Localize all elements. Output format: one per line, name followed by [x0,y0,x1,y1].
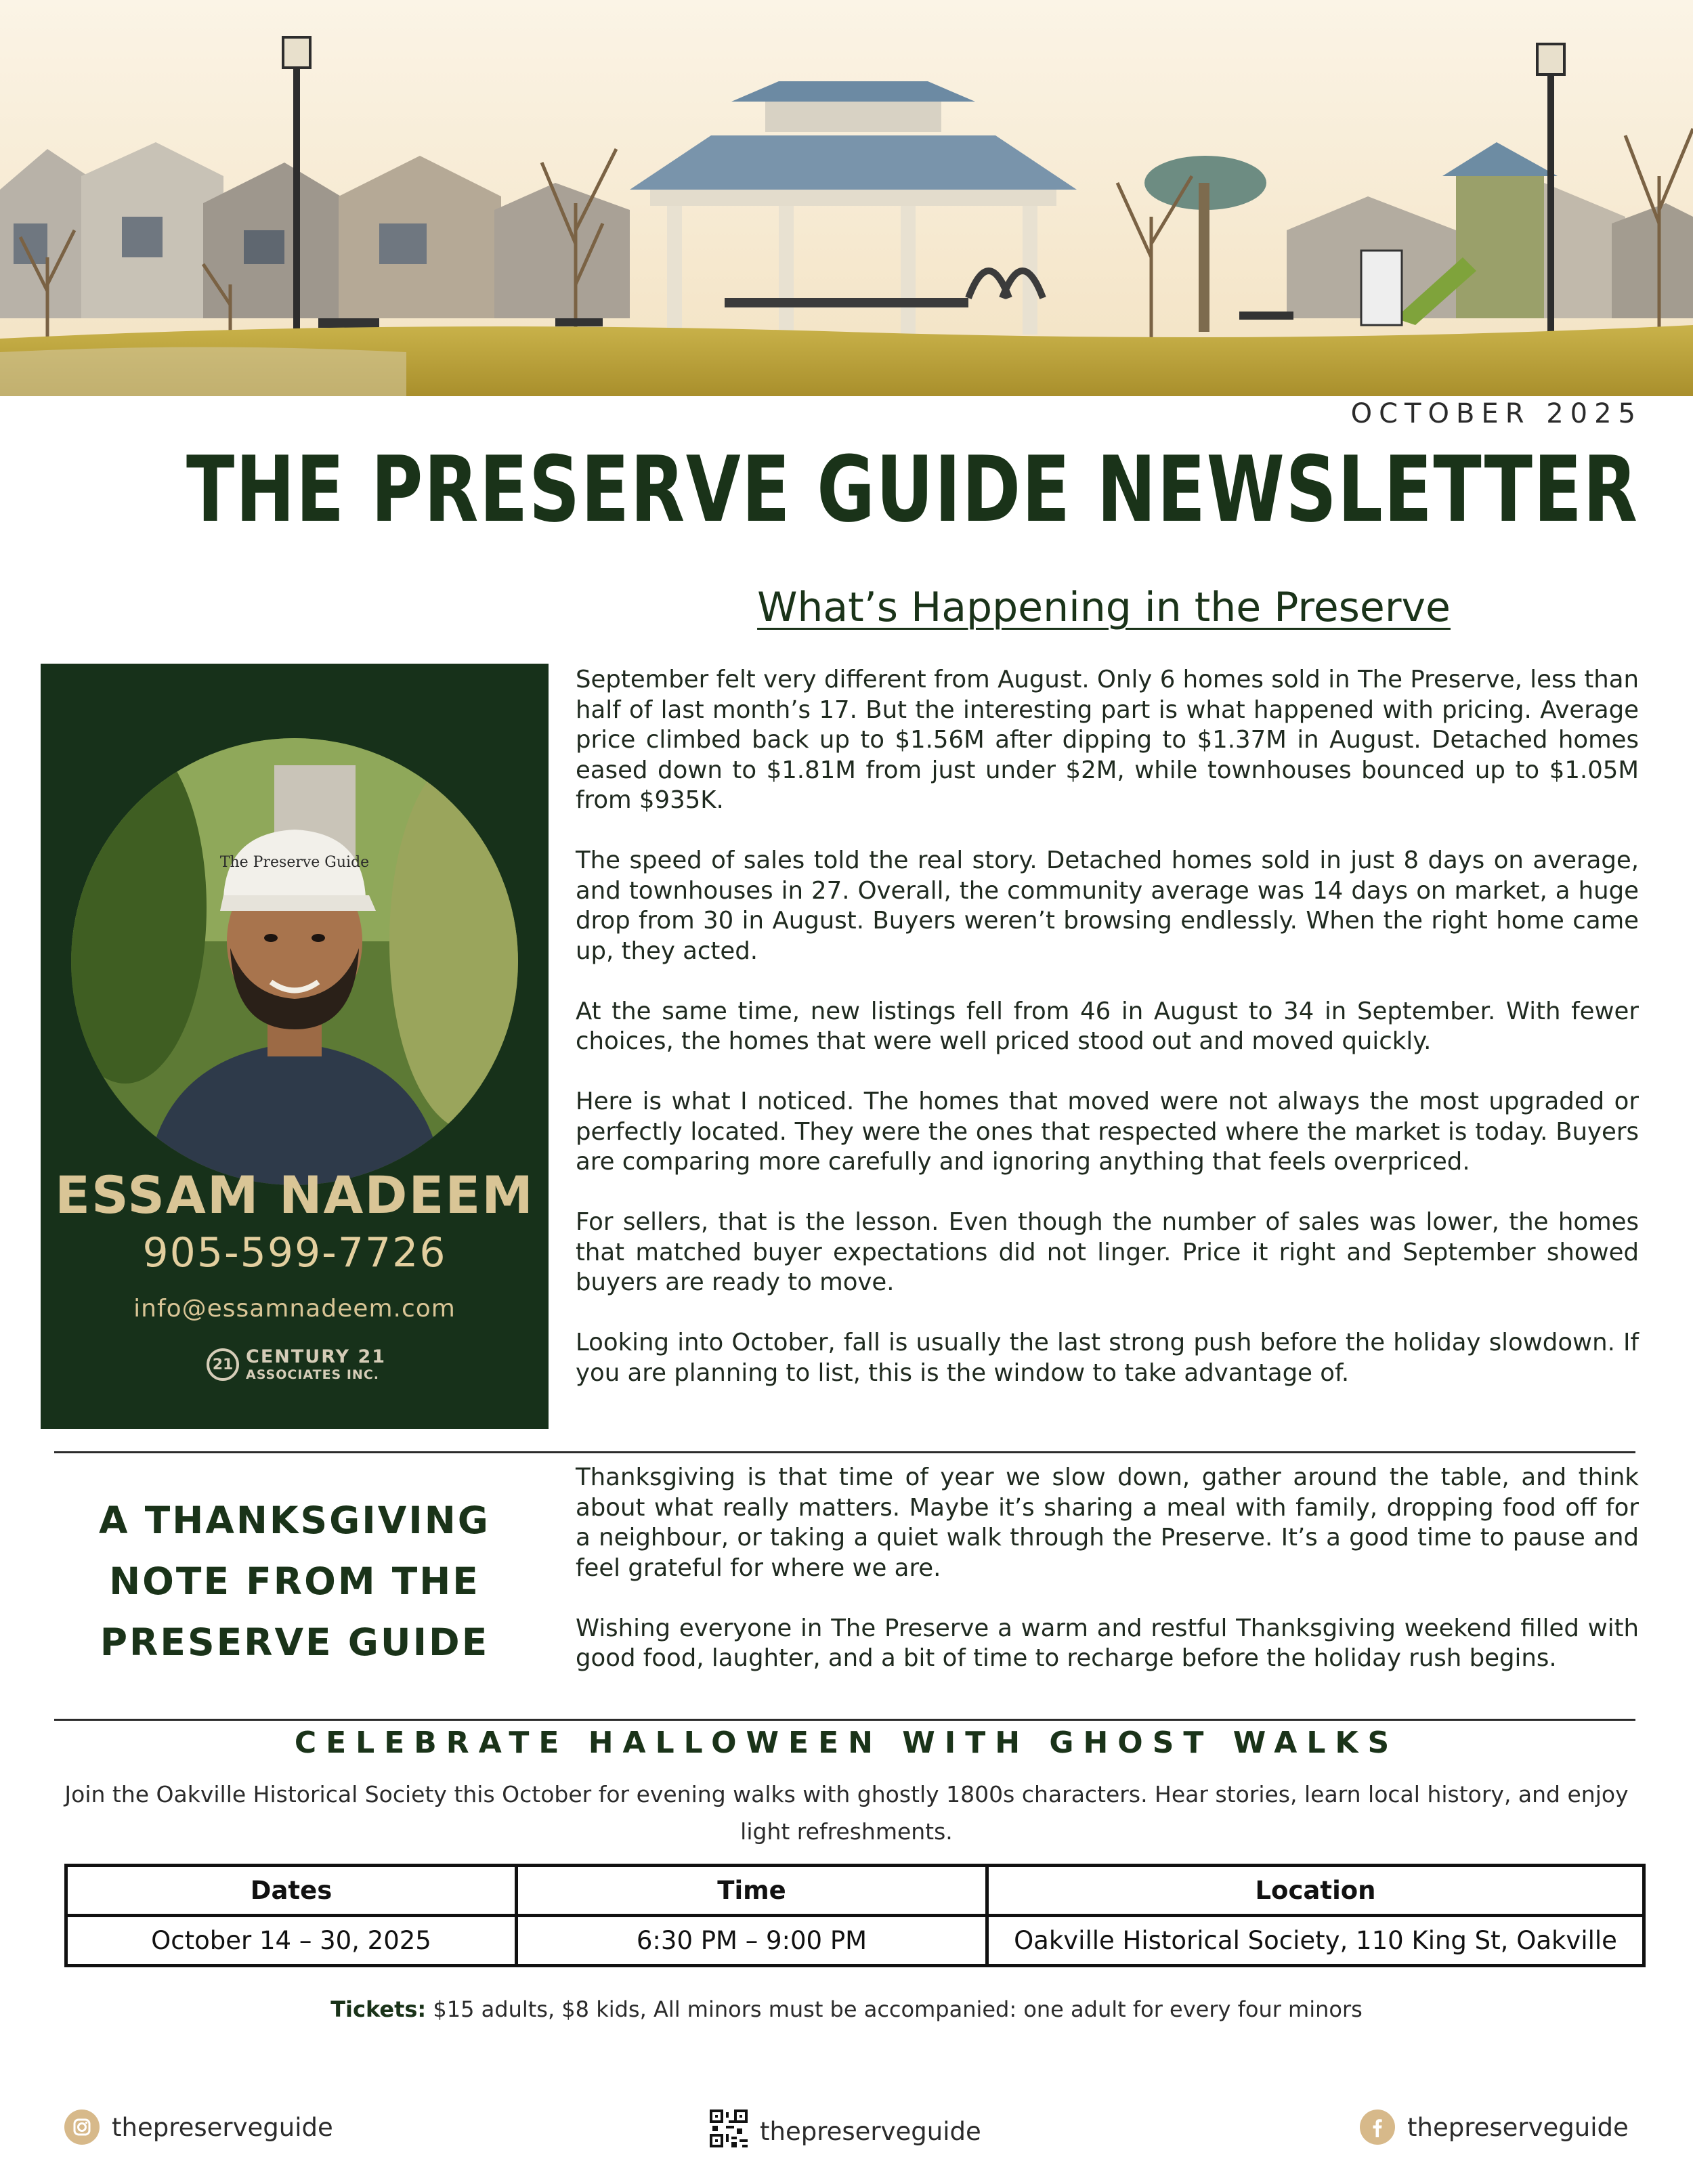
thanksgiving-paragraph: Thanksgiving is that time of year we slow down, gather around the table, and think about what really matters. Maybe it’s sharing a meal with family, dropping food off for a neighbour, or taking a quiet walk through the Preserve. It’s a good time to pause and feel grateful for where we are. [576,1463,1639,1582]
header-time: Time [517,1866,987,1916]
article-paragraph: Here is what I noticed. The homes that moved were not always the most upgraded or perfectly located. They were the ones that respected where the market is today. Buyers are comparing more carefully and ignoring anything that feels overpriced. [576,1088,1639,1176]
thanksgiving-heading: A THANKSGIVING NOTE FROM THE PRESERVE GUIDE [99,1499,490,1664]
century21-icon: 21 [207,1348,239,1381]
halloween-heading: CELEBRATE HALLOWEEN WITH GHOST WALKS [294,1726,1399,1760]
agent-phone[interactable]: 905-599-7726 [142,1229,447,1277]
instagram-link[interactable] [64,2110,333,2145]
qr-link[interactable] [710,2110,981,2154]
article-paragraph: September felt very different from August. Only 6 homes sold in The Preserve, less than half of last month’s 17. But the interesting part is what happened with pricing. Average price climbed back up to $1.56M after dipping to $1.37M in August. Detached homes eased down to $1.81M from just under $2M, while townhouses bounced up to $1.05M from $935K. [576,666,1639,814]
facebook-link[interactable] [1360,2110,1629,2145]
cell-dates: October 14 – 30, 2025 [66,1916,517,1966]
hero-image [0,0,1693,396]
header-dates: Dates [66,1866,517,1916]
cell-time: 6:30 PM – 9:00 PM [517,1916,987,1966]
article-paragraph: At the same time, new listings fell from 46 in August to 34 in September. With fewer choices, the homes that were well priced stood out and moved quickly. [576,997,1639,1055]
cell-location: Oakville Historical Society, 110 King St, Oakville [987,1916,1644,1966]
table-row [66,1916,1644,1966]
instagram-handle: thepreserveguide [112,2112,333,2142]
tickets-label: Tickets: [330,1996,427,2022]
qr-code-icon [710,2110,748,2154]
section-heading: What’s Happening in the Preserve [757,584,1451,631]
tickets-text: $15 adults, $8 kids, All minors must be accompanied: one adult for every four minors [433,1996,1363,2022]
facebook-icon [1360,2110,1395,2145]
instagram-icon [64,2110,100,2145]
agent-card [41,664,549,1429]
section-divider [54,1719,1635,1721]
table-header-row [66,1866,1644,1916]
agent-email[interactable]: info@essamnadeem.com [133,1295,456,1323]
thanksgiving-paragraph: Wishing everyone in The Preserve a warm and restful Thanksgiving weekend filled with good food, laughter, and a bit of time to recharge before the holiday rush begins. [576,1614,1639,1672]
brokerage-logo [207,1348,386,1382]
issue-date: OCTOBER 2025 [1350,398,1642,429]
ghost-walk-table [64,1864,1646,1967]
facebook-handle: thepreserveguide [1407,2112,1629,2142]
hat-text: The Preserve Guide [219,854,370,871]
brokerage-sub: ASSOCIATES INC. [246,1367,379,1382]
thanksgiving-text [576,1463,1639,1704]
agent-name: ESSAM NADEEM [55,1165,534,1225]
header-location: Location [987,1866,1644,1916]
article-paragraph: Looking into October, fall is usually the last strong push before the holiday slowdown. If you are planning to list, this is the window to take advantage of. [576,1329,1639,1387]
market-article [576,665,1639,1419]
section-divider [54,1451,1635,1453]
article-paragraph: For sellers, that is the lesson. Even though the number of sales was lower, the homes that matched buyer expectations did not linger. Price it right and September showed buyers are ready to move. [576,1208,1639,1296]
newsletter-title: THE PRESERVE GUIDE NEWSLETTER [186,437,1639,542]
halloween-intro: Join the Oakville Historical Society this October for evening walks with ghostly 1800s characters. Hear stories, learn local history, and enjoy light refreshments. [64,1781,1629,1845]
article-paragraph: The speed of sales told the real story. Detached homes sold in just 8 days on average, and townhouses in 27. Overall, the community average was 14 days on market, a huge drop from 30 in August. Buyers weren’t browsing endlessly. When the right home came up, they acted. [576,847,1639,965]
qr-handle: thepreserveguide [760,2117,981,2146]
brokerage-name: CENTURY 21 [246,1346,387,1367]
tickets-info [0,1996,1693,2022]
agent-photo [71,738,518,1185]
